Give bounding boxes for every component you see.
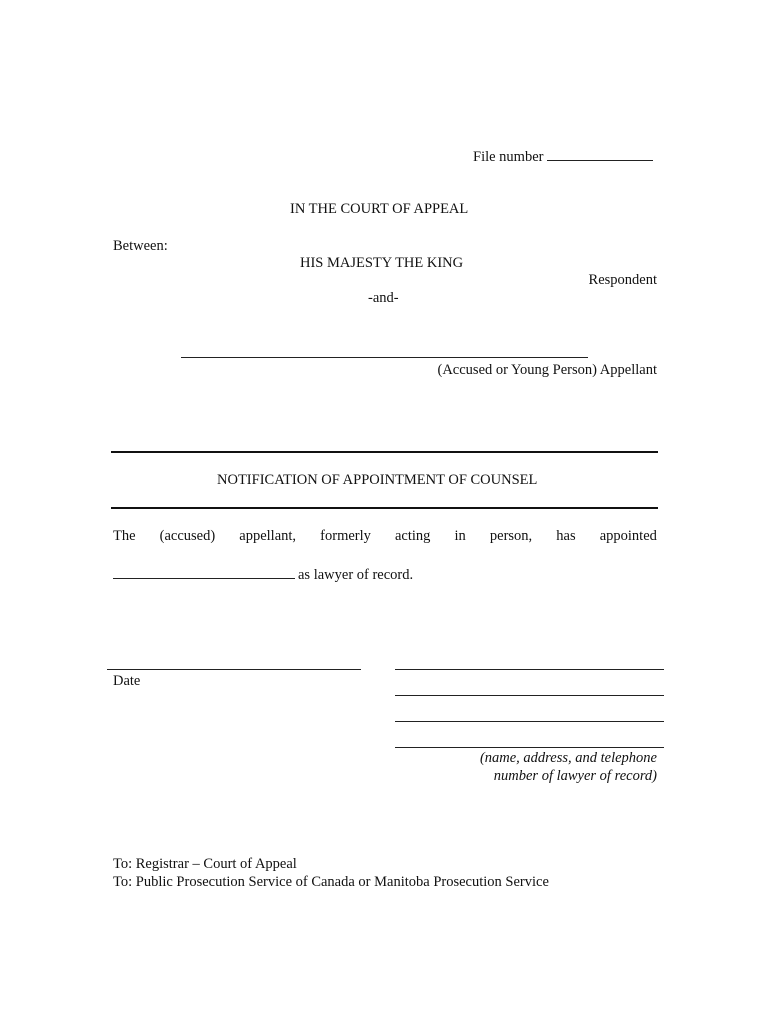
lawyer-info-line-2[interactable] (395, 695, 664, 696)
body-word: appellant, (239, 528, 297, 544)
date-label: Date (113, 673, 141, 689)
body-word: has (556, 528, 576, 544)
appellant-name-line[interactable] (181, 357, 588, 358)
body-text-line2 (113, 565, 413, 584)
lawyer-info-line-3[interactable] (395, 721, 664, 722)
between-label: Between: (113, 238, 168, 254)
lawyer-caption-line2: number of lawyer of record) (493, 768, 657, 784)
title-top-rule (111, 451, 658, 453)
body-word: appointed (599, 528, 657, 544)
document-title: NOTIFICATION OF APPOINTMENT OF COUNSEL (217, 472, 538, 488)
lawyer-info-line-1[interactable] (395, 669, 664, 670)
lawyer-info-line-4[interactable] (395, 747, 664, 748)
file-number-field (473, 147, 653, 166)
lawyer-name-input-line[interactable] (113, 565, 295, 579)
body-text-line1 (113, 528, 657, 545)
body-word: person, (489, 528, 533, 544)
recipient-prosecution: To: Public Prosecution Service of Canada or Manitoba Prosecution Service (113, 874, 549, 890)
lawyer-caption-line1: (name, address, and telephone (479, 750, 657, 766)
body-word: The (113, 528, 136, 544)
file-number-input-line[interactable] (547, 147, 653, 161)
body-word: acting (394, 528, 431, 544)
court-title: IN THE COURT OF APPEAL (290, 201, 469, 217)
file-number-label: File number (473, 149, 544, 165)
respondent-name: HIS MAJESTY THE KING (300, 255, 464, 271)
title-bottom-rule (111, 507, 658, 509)
body-word: formerly (320, 528, 371, 544)
recipient-registrar: To: Registrar – Court of Appeal (113, 856, 297, 872)
respondent-role: Respondent (588, 272, 657, 288)
and-label: -and- (368, 290, 399, 306)
date-line[interactable] (107, 669, 361, 670)
body-word: in (454, 528, 466, 544)
as-lawyer-of-record-text: as lawyer of record. (298, 567, 414, 583)
body-word: (accused) (159, 528, 216, 544)
appellant-role: (Accused or Young Person) Appellant (437, 362, 657, 378)
